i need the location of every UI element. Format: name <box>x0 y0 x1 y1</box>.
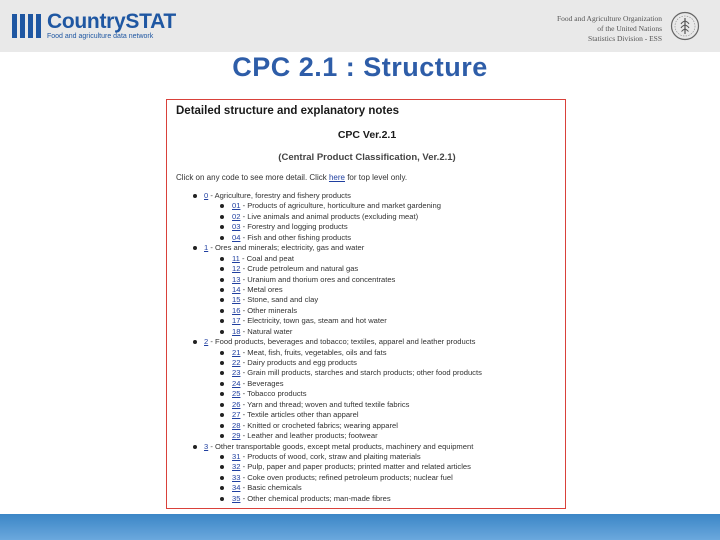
item-text <box>232 348 387 358</box>
item-text <box>232 295 318 305</box>
division-item <box>167 275 565 285</box>
section-item <box>167 337 565 347</box>
code-link[interactable]: 22 <box>232 358 241 367</box>
item-text <box>232 233 351 243</box>
code-link[interactable]: 21 <box>232 347 241 357</box>
item-label: - Leather and leather products; footwear <box>240 431 378 441</box>
division-item <box>167 358 565 368</box>
item-label: - Yarn and thread; woven and tufted textile fabrics <box>240 399 410 409</box>
bullet-icon <box>220 361 224 365</box>
code-link[interactable]: 04 <box>232 232 241 242</box>
bullet-icon <box>220 434 224 438</box>
code-link[interactable]: 2 <box>204 337 209 347</box>
code-link[interactable]: 01 <box>232 201 241 211</box>
division-item <box>167 421 565 431</box>
cpc-full-title: (Central Product Classification, Ver.2.1) <box>278 152 456 163</box>
bullet-icon <box>220 257 224 261</box>
item-label: - Meat, fish, fruits, vegetables, oils and fats <box>240 347 387 357</box>
division-item <box>167 201 565 211</box>
bullet-icon <box>220 288 224 292</box>
bullet-icon <box>220 319 224 323</box>
division-item <box>167 483 565 493</box>
item-label: - Dairy products and egg products <box>240 358 357 367</box>
item-text <box>232 285 283 295</box>
item-label: - Natural water <box>240 326 293 336</box>
item-label: - Grain mill products, starches and starch products; other food products <box>240 368 482 378</box>
footer-bar <box>0 514 720 540</box>
code-link[interactable]: 03 <box>232 222 241 232</box>
division-item <box>167 254 565 264</box>
item-label: - Beverages <box>240 378 284 388</box>
code-link[interactable]: 34 <box>232 483 241 493</box>
code-link[interactable]: 24 <box>232 378 241 388</box>
item-text <box>204 243 364 253</box>
item-label: - Basic chemicals <box>240 483 302 493</box>
cpc-structure-document <box>166 99 566 509</box>
bullet-icon <box>193 194 197 198</box>
item-text <box>232 306 297 316</box>
countrystat-logo <box>12 12 176 40</box>
bullet-icon <box>220 267 224 271</box>
division-item <box>167 222 565 232</box>
item-text <box>232 212 418 222</box>
bullet-icon <box>220 215 224 219</box>
fao-line: of the United Nations <box>597 24 662 33</box>
bullet-icon <box>220 236 224 240</box>
section-item <box>167 442 565 452</box>
item-label: - Fish and other fishing products <box>240 232 352 242</box>
division-item <box>167 348 565 358</box>
item-label: - Other chemical products; man-made fibres <box>240 493 391 503</box>
item-label: - Products of wood, cork, straw and plaiting materials <box>240 451 421 461</box>
division-item <box>167 431 565 441</box>
division-item <box>167 295 565 305</box>
bullet-icon <box>220 497 224 501</box>
division-item <box>167 452 565 462</box>
bullet-icon <box>220 204 224 208</box>
item-text <box>232 275 395 285</box>
item-label: - Coal and peat <box>239 253 294 263</box>
bullet-icon <box>220 225 224 229</box>
fao-name <box>557 14 662 44</box>
code-link[interactable]: 32 <box>232 462 241 472</box>
bullet-icon <box>220 424 224 428</box>
code-link[interactable]: 16 <box>232 305 241 315</box>
division-item <box>167 285 565 295</box>
item-label: - Tobacco products <box>240 389 307 399</box>
bullet-icon <box>220 392 224 396</box>
division-item <box>167 264 565 274</box>
fao-emblem-icon <box>670 11 700 41</box>
bullet-icon <box>220 382 224 386</box>
item-text <box>232 379 284 389</box>
code-link[interactable]: 1 <box>204 243 209 253</box>
item-text <box>232 400 409 410</box>
section-item <box>167 243 565 253</box>
code-link[interactable]: 11 <box>232 253 240 263</box>
item-text <box>232 389 307 399</box>
item-text <box>232 421 398 431</box>
item-label: - Ores and minerals; electricity, gas and water <box>208 243 365 253</box>
item-text <box>204 337 475 347</box>
bullet-icon <box>220 455 224 459</box>
division-item <box>167 400 565 410</box>
instruction-text <box>176 173 407 182</box>
item-text <box>232 473 453 483</box>
bullet-icon <box>193 445 197 449</box>
section-item <box>167 191 565 201</box>
item-label: - Food products, beverages and tobacco; textiles, apparel and leather products <box>208 337 476 347</box>
division-item <box>167 379 565 389</box>
code-link[interactable]: 28 <box>232 420 241 430</box>
division-item <box>167 368 565 378</box>
code-link[interactable]: 33 <box>232 472 241 482</box>
code-link[interactable]: 14 <box>232 284 241 294</box>
item-label: - Live animals and animal products (excluding meat) <box>240 211 419 221</box>
code-link[interactable]: 17 <box>232 316 241 326</box>
division-item <box>167 494 565 504</box>
slide-title: CPC 2.1 : Structure <box>232 52 488 82</box>
brand-subtitle: Food and agriculture data network <box>47 33 154 40</box>
division-item <box>167 462 565 472</box>
cpc-version-title: CPC Ver.2.1 <box>337 129 397 141</box>
item-label: - Products of agriculture, horticulture and market gardening <box>240 201 441 211</box>
code-link[interactable]: 29 <box>232 431 241 441</box>
item-label: - Electricity, town gas, steam and hot water <box>240 316 387 326</box>
item-label: - Metal ores <box>240 284 283 294</box>
bullet-icon <box>193 246 197 250</box>
item-text <box>232 358 357 368</box>
bullet-icon <box>220 371 224 375</box>
bullet-icon <box>220 278 224 282</box>
item-text <box>232 222 348 232</box>
bullet-icon <box>193 340 197 344</box>
bullet-icon <box>220 486 224 490</box>
division-item <box>167 212 565 222</box>
code-link[interactable]: 25 <box>232 389 241 399</box>
item-text <box>232 462 471 472</box>
code-link[interactable]: 0 <box>204 191 209 200</box>
item-text <box>232 201 441 211</box>
item-text <box>232 316 387 326</box>
bullet-icon <box>220 330 224 334</box>
item-text <box>204 191 351 201</box>
item-text <box>232 410 359 420</box>
division-item <box>167 233 565 243</box>
item-text <box>232 483 302 493</box>
code-link[interactable]: 26 <box>232 399 241 409</box>
countrystat-bars-icon <box>12 14 41 38</box>
code-link[interactable]: 31 <box>232 451 241 461</box>
code-link[interactable]: 23 <box>232 368 241 378</box>
code-link[interactable]: 12 <box>232 264 241 274</box>
division-item <box>167 306 565 316</box>
item-label: - Textile articles other than apparel <box>240 410 359 420</box>
item-label: - Agriculture, forestry and fishery products <box>208 191 351 200</box>
top-level-link[interactable]: here <box>328 173 345 182</box>
item-text <box>232 431 378 441</box>
code-link[interactable]: 18 <box>232 326 241 336</box>
item-text <box>232 254 294 264</box>
item-text <box>232 264 358 274</box>
division-item <box>167 473 565 483</box>
bullet-icon <box>220 465 224 469</box>
item-text <box>204 442 473 452</box>
document-heading: Detailed structure and explanatory notes <box>176 105 400 117</box>
bullet-icon <box>220 309 224 313</box>
brand-title: CountrySTAT <box>47 10 176 33</box>
item-label: - Pulp, paper and paper products; printed matter and related articles <box>240 462 471 472</box>
item-text <box>232 368 482 378</box>
code-link[interactable]: 02 <box>232 211 241 221</box>
item-label: - Forestry and logging products <box>240 222 348 232</box>
division-item <box>167 410 565 420</box>
fao-line: Food and Agriculture Organization <box>556 14 662 23</box>
code-link[interactable]: 13 <box>232 274 241 284</box>
instruction-before: Click on any code to see more detail. Click <box>176 173 329 182</box>
code-link[interactable]: 27 <box>232 410 241 420</box>
bullet-icon <box>220 298 224 302</box>
bullet-icon <box>220 476 224 480</box>
item-label: - Other transportable goods, except metal products, machinery and equipment <box>208 441 474 451</box>
code-link[interactable]: 35 <box>232 493 241 503</box>
item-text <box>232 327 292 337</box>
instruction-after: for top level only. <box>344 173 408 182</box>
item-label: - Crude petroleum and natural gas <box>240 264 359 274</box>
division-item <box>167 316 565 326</box>
fao-line: Statistics Division - ESS <box>588 34 662 43</box>
code-link[interactable]: 3 <box>204 441 209 451</box>
header-bar <box>0 0 720 52</box>
bullet-icon <box>220 403 224 407</box>
item-label: - Stone, sand and clay <box>240 295 319 305</box>
item-label: - Other minerals <box>240 305 297 315</box>
division-item <box>167 327 565 337</box>
bullet-icon <box>220 413 224 417</box>
code-link[interactable]: 15 <box>232 295 241 305</box>
item-label: - Uranium and thorium ores and concentrates <box>240 274 396 284</box>
item-text <box>232 452 421 462</box>
item-label: - Knitted or crocheted fabrics; wearing apparel <box>240 420 398 430</box>
classification-tree <box>167 191 565 504</box>
bullet-icon <box>220 351 224 355</box>
item-text <box>232 494 391 504</box>
division-item <box>167 389 565 399</box>
item-label: - Coke oven products; refined petroleum products; nuclear fuel <box>240 472 453 482</box>
